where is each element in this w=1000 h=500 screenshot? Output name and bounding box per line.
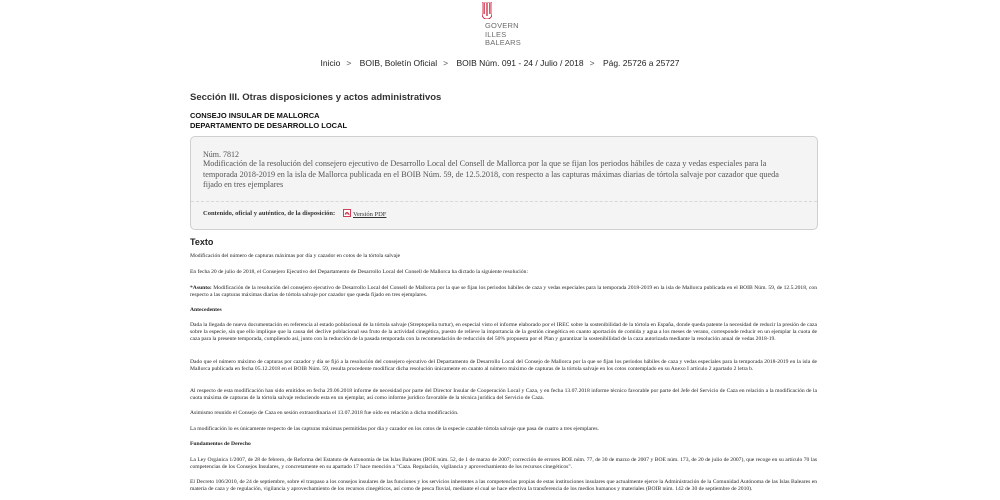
section-title: Sección III. Otras disposiciones y actos administrativos (190, 92, 442, 103)
asunto-text: Modificación de la resolución del consejero ejecutivo de Desarrollo Local del Consell de Mallorca por la que se fijan los periodos hábiles de caza y vedas especiales para la temporada 2018-2019 en la isla de Mallorca publicada en el BOIB Núm. 59, de 12.5.2018, con respecto a las capturas máximas diarias de tórtola salvaje por cazador que queda fijado en tres ejemplares. (190, 285, 817, 298)
announcement-summary: Modificación de la resolución del consejero ejecutivo de Desarrollo Local del Consell de Mallorca por la que se fijan los periodos hábiles de caza y vedas especiales para la temporada 2018-2019 en la isla de Mallorca publicada en el BOIB Núm. 59, de 12.5.2018, con respecto a las capturas máximas diarias de tórtola salvaje por cazador que queda fijado en tres ejemplares (203, 159, 779, 189)
breadcrumb-home-link[interactable]: Inicio (320, 58, 341, 68)
breadcrumb-pages: Pág. 25726 a 25727 (602, 58, 680, 68)
organization (190, 111, 347, 130)
announcement-number: Núm. 7812 (203, 150, 239, 159)
paragraph: Dado que el número máximo de capturas por cazador y día se fijó a la resolución del consejero ejecutivo del Departamento de Desarrollo Local del Consejo de Mallorca por la que se fijan los periodos hábiles de caza y vedas especiales para la temporada 2018-2019 en la isla de Mallorca publicada en fecha 05.12.2018 en el BOIB Núm. 59, resulta procedente modificar dicha resolución únicamente en cuanto al número máximo de capturas de la tórtola salvaje en los cotos contemplado en su Anexo I artículo 2 apartado 2 letra b. (190, 359, 817, 372)
breadcrumb-issue-link[interactable]: BOIB Núm. 091 - 24 / Julio / 2018 (456, 58, 584, 68)
breadcrumb (0, 58, 1000, 68)
breadcrumb-boib-link[interactable]: BOIB, Boletín Oficial (359, 58, 438, 68)
breadcrumb-separator: > (346, 58, 352, 68)
paragraph: Al respecto de esta modificación han sido emitidos en fecha 29.06.2018 informe de necesidad por parte del Director Insular de Cooperación Local y Caza, y en fecha 13.07.2018 informe técnico favorable por parte del Jefe del Servicio de Caza en relación a la modificación de la cuota máxima de capturas de la tórtola salvaje reduciendo esta en un ejemplar, así como informe jurídico favorable de la técnica jurídica del Servicio de Caza. (190, 388, 817, 401)
logo-text (485, 22, 521, 48)
asunto-paragraph (190, 285, 817, 299)
asunto-label: *Asunto: (190, 285, 212, 291)
antecedentes-heading (190, 307, 817, 314)
organization-name: CONSEJO INSULAR DE MALLORCA (190, 111, 320, 120)
pdf-icon[interactable] (343, 209, 351, 217)
logo-line: ILLES (485, 29, 507, 39)
intro-title: Modificación del número de capturas máximas por día y cazador en cotos de la tórtola salvaje (190, 253, 401, 259)
content-label: Contenido, oficial y auténtico, de la disposición: (203, 210, 336, 217)
antecedentes-label: Antecedentes (190, 307, 222, 313)
paragraph: En fecha 20 de julio de 2018, el Consejero Ejecutivo del Departamento de Desarrollo Local del Consell de Mallorca ha dictado la siguiente resolución: (190, 269, 529, 275)
summary-box (190, 136, 818, 230)
department-name: DEPARTAMENTO DE DESARROLLO LOCAL (190, 120, 348, 130)
divider (191, 201, 817, 202)
paragraph: Dada la llegada de nueva documentación en referencia al estado poblacional de la tórtola salvaje (Streptopelia turtur), en especial visto el informe elaborado por el IREC sobre la sostenibilidad de la tórtola en España, donde queda patente la necesidad de reducir la presión de caza sobre la especie, sin que ello implique que la causa del declive poblacional sea fruto de la actividad cinegética, puesto de relieve la importancia de la gestión cinegética en cuanto aportación de comida y agua a los meses de verano, corresponde reducir en un ejemplar la cuota de caza para la presente temporada, cumpliendo así, junto con la reducción de la pasada temporada con la recomendación de reducción del 50% propuesta por el Plan y garantizar la sostenibilidad de la caza autorizada mediante la resolución anual de vedas 2018-19. (190, 322, 817, 342)
logo-line: BALEARS (485, 38, 521, 47)
balearic-coat-of-arms-icon (482, 2, 492, 19)
breadcrumb-separator: > (589, 58, 595, 68)
fundamentos-label: Fundamentos de Derecho (190, 441, 251, 447)
paragraph: La modificación lo es únicamente respecto de las capturas máximas permitidas por día y cazador en los cotos de la especie cazable tórtola salvaje que pasa de cuatro a tres ejemplares. (190, 426, 599, 432)
paragraph: El Decreto 106/2010, de 24 de septiembre, sobre el traspaso a los consejos insulares de las funciones y los servicios inherentes a las competencias propias de estas instituciones insulares que actualmente ejerce la Administración de la Comunidad Autónoma de las Islas Baleares en materia de caza y de regulación, vigilancia y aprovechamiento de los recursos cinegéticos, así como de pesca fluvial, mediante el cual se hace efectiva la transferencia de los medios humanos y materiales (BOIB núm. 142 de 30 de septiembre de 2010). (190, 479, 817, 492)
breadcrumb-separator: > (443, 58, 449, 68)
logo-line: GOVERN (485, 21, 519, 30)
texto-heading: Texto (190, 237, 214, 247)
fundamentos-heading (190, 441, 817, 448)
paragraph: La Ley Orgánica 1/2007, de 28 de febrero, de Reforma del Estatuto de Autonomía de las Islas Baleares (BOE núm. 52, de 1 de marzo de 2007; corrección de errores BOE núm. 77, de 30 de marzo de 2007 y BOE núm. 173, de 20 de julio de 2007), que recoge en su artículo 70 las competencias de los Consejos Insulares, y concretamente en su apartado 17 hace mención a "Caza. Regulación, vigilancia y aprovechamiento de los recursos cinegéticos". (190, 457, 817, 470)
paragraph: Asimismo reunido el Consejo de Caza en sesión extraordinaria el 13.07.2018 fue oído en relación a dicha modificación. (190, 410, 459, 416)
pdf-version-link[interactable]: Versión PDF (353, 211, 387, 218)
